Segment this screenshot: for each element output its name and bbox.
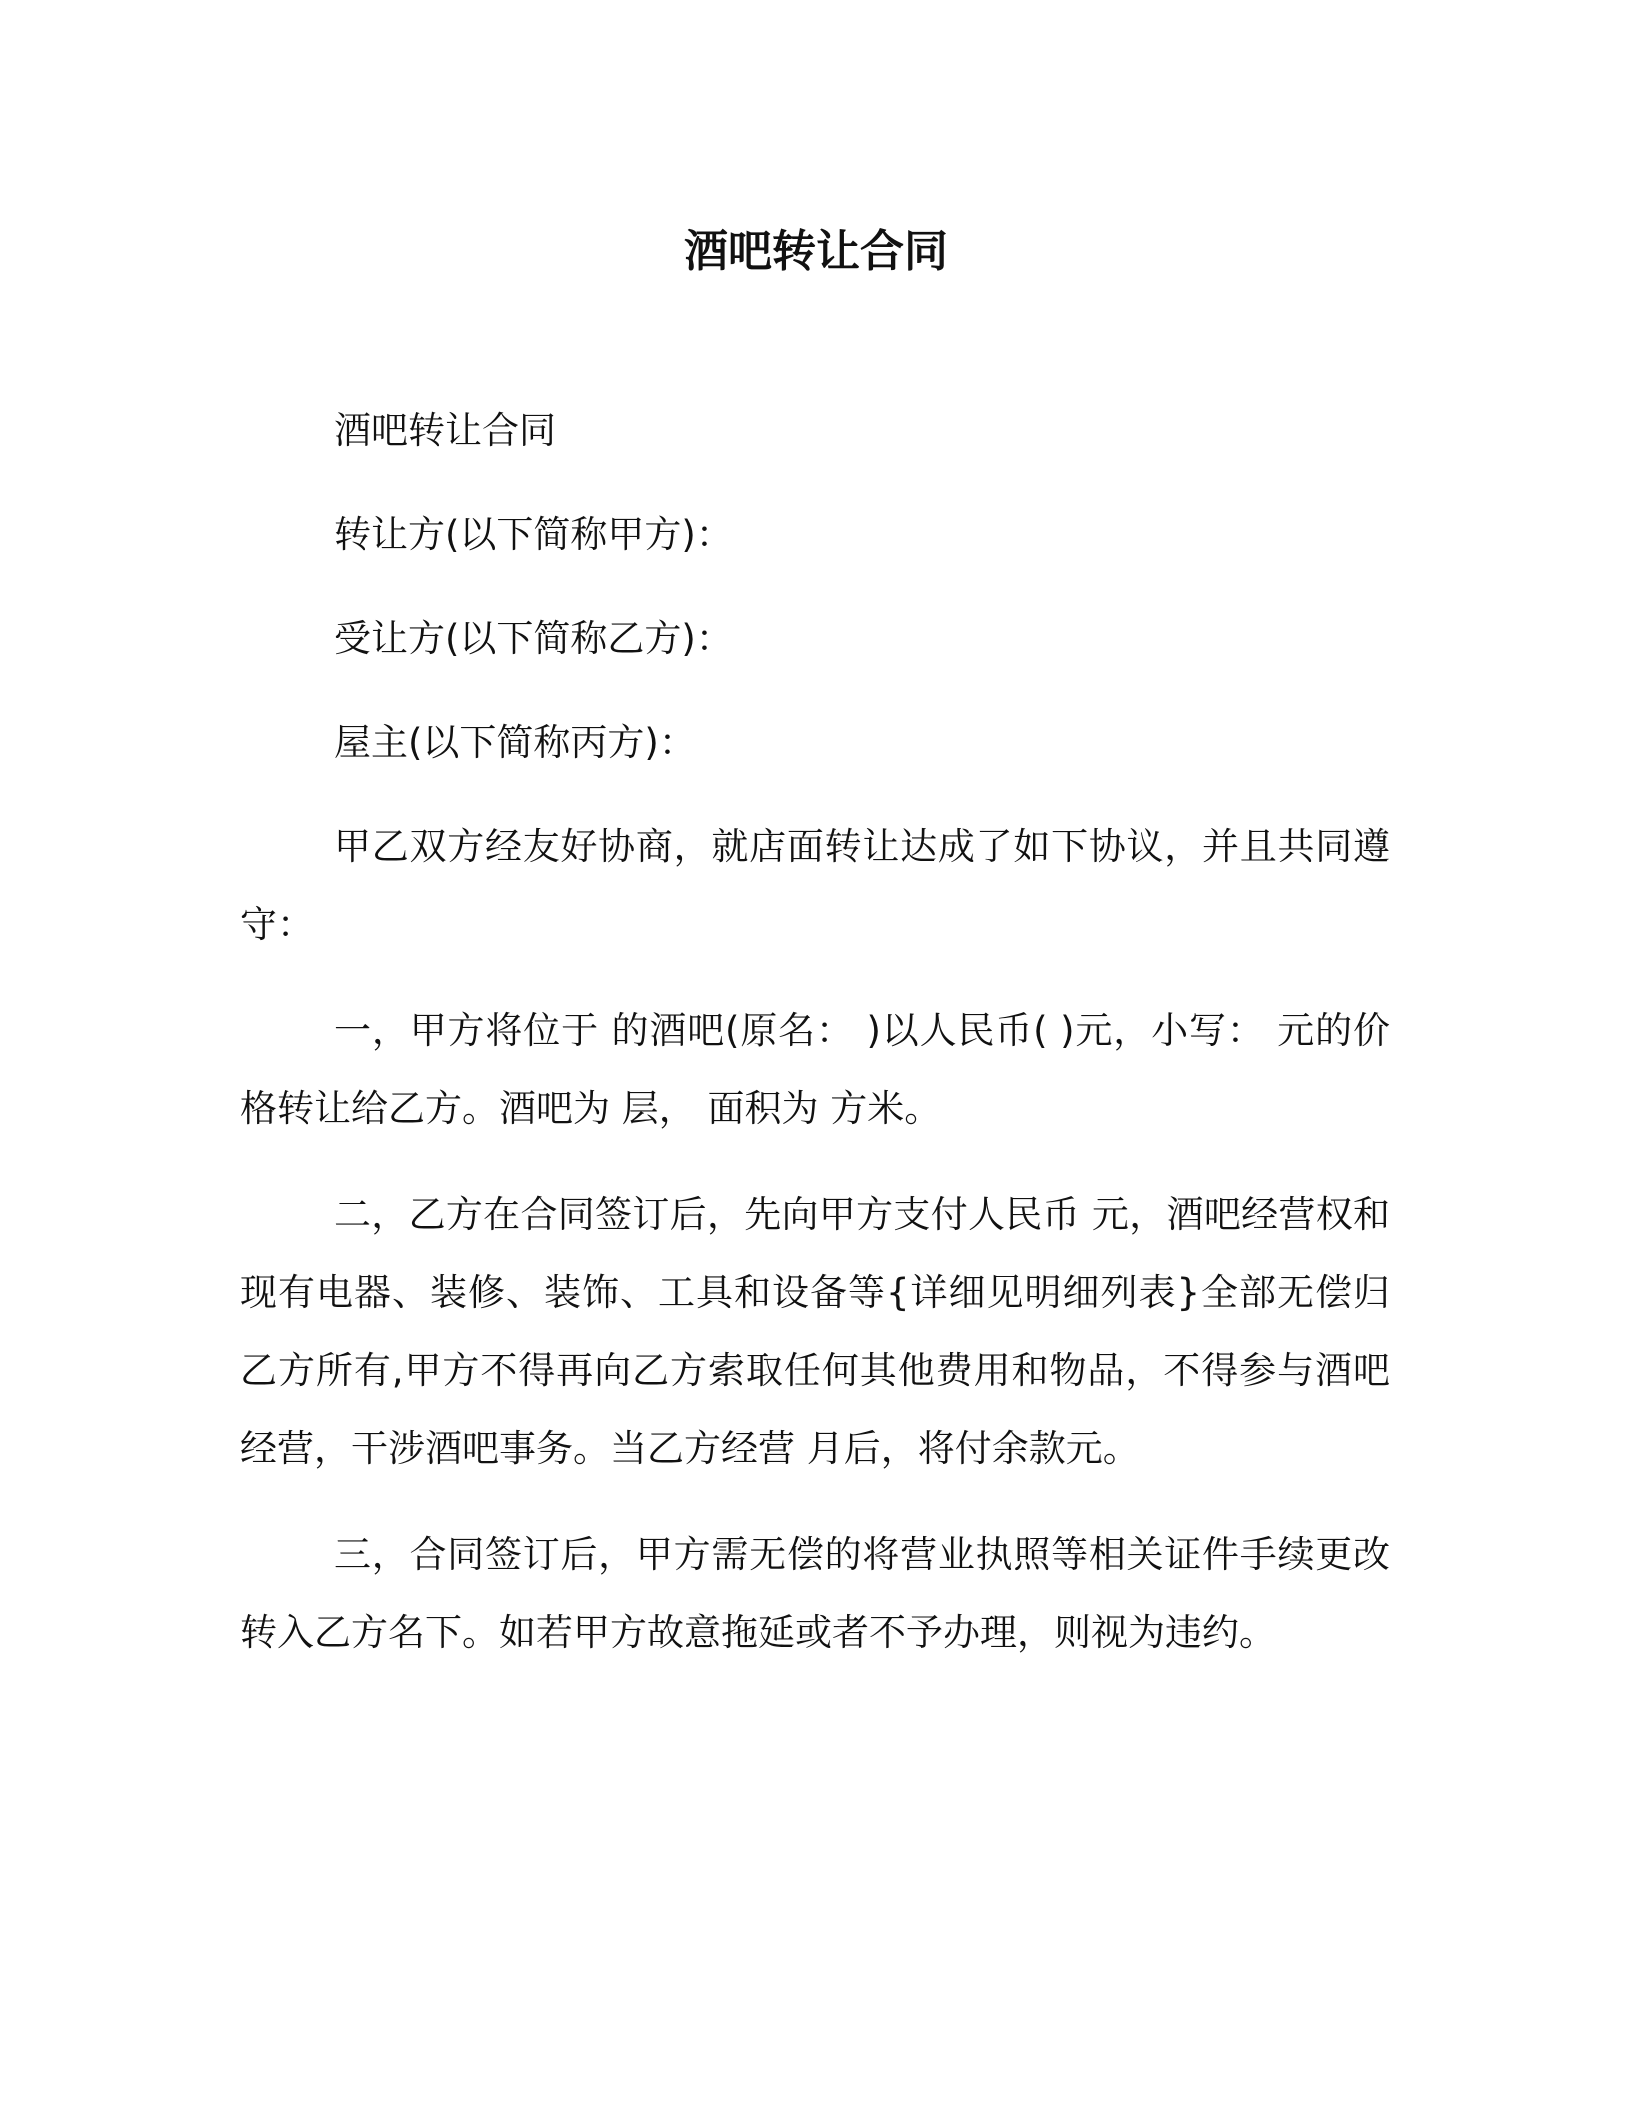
paragraph-transferee: 受让方(以下简称乙方)： xyxy=(334,617,733,660)
document-body xyxy=(240,392,1390,1672)
paragraph-agreement-intro: 甲乙双方经友好协商，就店面转让达成了如下协议，并且共同遵守： xyxy=(240,825,1390,946)
paragraph-clause-two: 二，乙方在合同签订后，先向甲方支付人民币 元，酒吧经营权和现有电器、装修、装饰、工具和设备等{详细见明细列表}全部无偿归乙方所有,甲方不得再向乙方索取任何其他费用和物品，不得参与酒吧经营，干涉酒吧事务。当乙方经营 月后，将付余款元。 xyxy=(240,1193,1390,1470)
paragraph-clause-three: 三，合同签订后，甲方需无偿的将营业执照等相关证件手续更改转入乙方名下。如若甲方故意拖延或者不予办理，则视为违约。 xyxy=(240,1533,1390,1654)
paragraph-landlord: 屋主(以下简称丙方)： xyxy=(334,721,696,764)
paragraph-transferor: 转让方(以下简称甲方)： xyxy=(334,513,733,556)
document-title: 酒吧转让合同 xyxy=(684,226,948,277)
paragraph-clause-one: 一，甲方将位于 的酒吧(原名： )以人民币( )元，小写： 元的价格转让给乙方。酒吧为 层， 面积为 方米。 xyxy=(240,1009,1390,1130)
paragraph-heading: 酒吧转让合同 xyxy=(334,409,556,452)
